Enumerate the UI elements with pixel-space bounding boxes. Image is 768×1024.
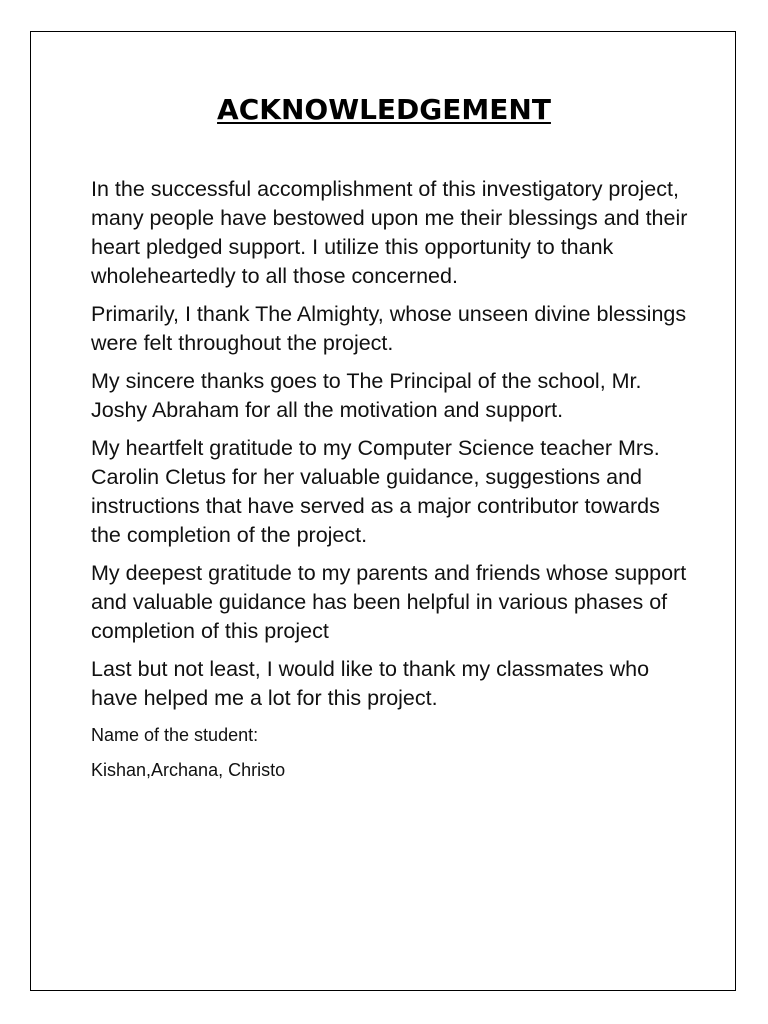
page-title — [0, 91, 768, 129]
acknowledgement-body — [91, 175, 691, 792]
paragraph-almighty: Primarily, I thank The Almighty, whose unseen divine blessings were felt throughout the project. — [91, 302, 687, 355]
page-title-text: ACKNOWLEDGEMENT — [217, 93, 551, 126]
paragraph-accomplishment: In the successful accomplishment of this investigatory project, many people have bestowed upon me their blessings and their heart pledged support. I utilize this opportunity to thank wholeheartedly to all those concerned. — [91, 177, 688, 288]
paragraph-principal: My sincere thanks goes to The Principal of the school, Mr. Joshy Abraham for all the motivation and support. — [91, 369, 642, 422]
paragraph-classmates: Last but not least, I would like to thank my classmates who have helped me a lot for this project. — [91, 657, 650, 710]
paragraph-teacher: My heartfelt gratitude to my Computer Science teacher Mrs. Carolin Cletus for her valuable guidance, suggestions and instructions that have served as a major contributor towards the completion of the project. — [91, 436, 660, 547]
student-names: Kishan,Archana, Christo — [91, 760, 286, 780]
paragraph-parents: My deepest gratitude to my parents and friends whose support and valuable guidance has been helpful in various phases of completion of this project — [91, 561, 687, 643]
student-name-label: Name of the student: — [91, 725, 259, 745]
